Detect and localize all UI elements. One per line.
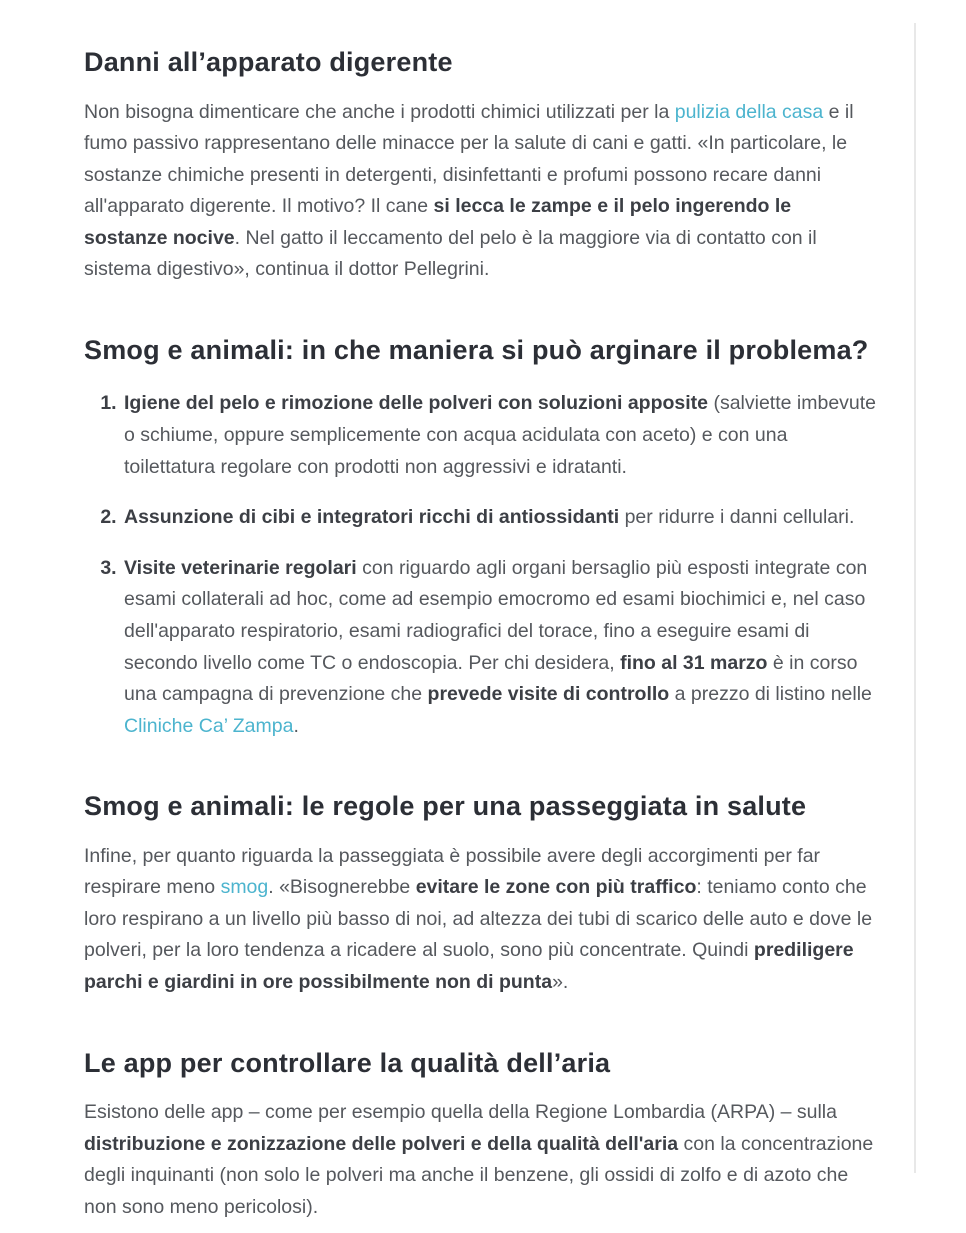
paragraph-app-qualita-aria xyxy=(84,1097,880,1223)
text-run: . xyxy=(293,714,299,737)
text-run: ». xyxy=(552,971,569,994)
text-run: con la concentrazione degli inquinanti (non solo le polveri ma anche il benzene, gli ossidi di zolfo e di azoto che non sono meno pericolosi). xyxy=(84,1132,874,1218)
text-run: Esistono delle app – come per esempio quella della Regione Lombardia (ARPA) – sulla xyxy=(84,1101,837,1124)
text-run: e il fumo passivo rappresentano delle minacce per la salute di cani e gatti. «In particolare, le sostanze chimiche presenti in detergenti, disinfettanti e profumi possono recare danni all'apparato digerente. Il motivo? Il cane xyxy=(84,100,854,218)
paragraph-passeggiata xyxy=(84,841,880,999)
section-heading-danni-apparato-digerente: Danni all’apparato digerente xyxy=(84,47,453,77)
content-right-border xyxy=(914,23,916,1173)
bold-text-run: Visite veterinarie regolari xyxy=(124,556,357,579)
bold-text-run: Igiene del pelo e rimozione delle polveri con soluzioni apposite xyxy=(124,392,709,415)
text-run: a prezzo di listino nelle xyxy=(669,683,872,706)
text-run: con riguardo agli organi bersaglio più esposti integrate con esami collaterali ad hoc, come ad esempio emocromo ed esami biochimici e, nel caso dell'apparato respiratorio, esami radiografici del torace, fino a eseguire esami di secondo livello come TC o endoscopia. Per chi desidera, xyxy=(124,556,868,674)
section-heading-arginare-problema: Smog e animali: in che maniera si può arginare il problema? xyxy=(84,334,869,365)
text-run: per ridurre i danni cellulari. xyxy=(619,506,855,529)
remedies-list xyxy=(84,388,880,742)
bold-text-run: prediligere parchi e giardini in ore possibilmente non di punta xyxy=(84,939,854,994)
section-heading-app-qualita-aria: Le app per controllare la qualità dell’aria xyxy=(84,1047,611,1078)
section-heading-passeggiata-in-salute: Smog e animali: le regole per una passeggiata in salute xyxy=(84,791,807,822)
text-run: Non bisogna dimenticare che anche i prodotti chimici utilizzati per la xyxy=(84,100,675,123)
bold-text-run: si lecca le zampe e il pelo ingerendo le sostanze nocive xyxy=(84,195,792,249)
text-run: : teniamo conto che loro respirano a un livello più basso di noi, ad altezza dei tubi di scarico delle auto e dove le polveri, per la loro tendenza a ricadere al suolo, sono più concentrate. Quindi xyxy=(84,876,873,962)
bold-text-run: prevede visite di controllo xyxy=(427,683,670,706)
article-content xyxy=(84,42,880,1233)
text-run: (salviette imbevute o schiume, oppure semplicemente con acqua acidulata con aceto) e con una toilettatura regolare con prodotti non aggressivi e idratanti. xyxy=(124,392,877,478)
list-item-visite-veterinarie xyxy=(122,553,880,742)
bold-text-run: evitare le zone con più traffico xyxy=(415,876,697,899)
list-item-igiene-pelo xyxy=(122,388,880,483)
link-pulizia-della-casa[interactable]: pulizia della casa xyxy=(674,100,824,123)
link-cliniche-ca-zampa[interactable]: Cliniche Ca’ Zampa xyxy=(124,714,294,737)
text-run: . «Bisognerebbe xyxy=(268,876,416,899)
text-run: è in corso una campagna di prevenzione che xyxy=(124,651,858,706)
link-smog[interactable]: smog xyxy=(220,876,269,899)
bold-text-run: distribuzione e zonizzazione delle polveri e della qualità dell'aria xyxy=(84,1132,679,1155)
bold-text-run: fino al 31 marzo xyxy=(620,651,768,674)
text-run: . Nel gatto il leccamento del pelo è la maggiore via di contatto con il sistema digestivo», continua il dottor Pellegrini. xyxy=(84,226,817,281)
text-run: Infine, per quanto riguarda la passeggiata è possibile avere degli accorgimenti per far respirare meno xyxy=(84,844,821,899)
paragraph-danni-apparato xyxy=(84,97,880,286)
bold-text-run: Assunzione di cibi e integratori ricchi di antiossidanti xyxy=(124,506,620,529)
list-item-cibi-antiossidanti xyxy=(122,502,880,534)
